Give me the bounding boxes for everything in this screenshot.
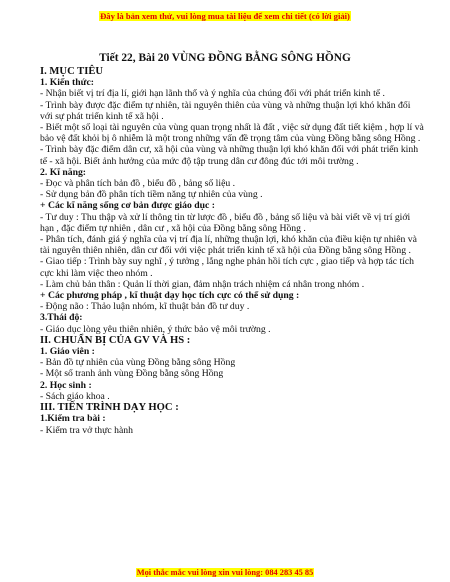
section-heading: + Các phương pháp , kĩ thuật dạy học tích cực có thể sử dụng : xyxy=(40,290,300,302)
body-line: - Kiểm tra vở thực hành xyxy=(40,424,133,436)
lesson-title: Tiết 22, Bài 20 VÙNG ĐỒNG BẰNG SÔNG HỒNG xyxy=(99,52,351,64)
section-heading: 2. Học sinh : xyxy=(40,379,92,391)
lesson-body xyxy=(40,66,425,436)
section-heading: 1. Kiến thức: xyxy=(40,77,94,89)
body-line: - Sử dụng bản đồ phân tích tiềm năng tự nhiên của vùng . xyxy=(40,189,263,201)
body-line: - Trình bày đặc điểm dân cư, xã hội của vùng và những thuận lợi khó khăn đối với phát triển kinh tế - xã hội. Biết ảnh hưởng của mức độ tập trung dân cư đông đúc tới môi trường . xyxy=(40,144,419,167)
section-heading: + Các kĩ năng sống cơ bản được giáo dục : xyxy=(40,200,215,212)
section-heading: 1. Giáo viên : xyxy=(40,346,95,358)
body-line: - Giao tiếp : Trình bày suy nghĩ , ý tưởng , lắng nghe phản hồi tích cực , giao tiếp và hợp tác tích cực khi làm việc theo nhóm . xyxy=(40,256,415,279)
body-line: - Động não : Thảo luận nhóm, kĩ thuật bản đồ tư duy . xyxy=(40,301,250,313)
body-line: - Tư duy : Thu thập và xử lí thông tin từ lược đồ , biểu đồ , bảng số liệu và bài viết về vị trí giới hạn , đặc điểm tự nhiên , dân cư , xã hội của Đồng bằng sông Hồng . xyxy=(40,211,411,234)
section-heading: 2. Kĩ năng: xyxy=(40,166,87,178)
contact-notice-text: Mọi thắc mắc vui lòng xin vui lòng: 084 283 45 85 xyxy=(136,568,314,577)
body-line: - Một số tranh ảnh vùng Đồng bằng sông Hồng xyxy=(40,368,224,380)
body-line: - Biết một số loại tài nguyên của vùng quan trọng nhất là đất , việc sử dụng đất tiết kiệm , hợp lí và bảo vệ đất khỏi bị ô nhiễm là một trong những vấn đề trọng tâm của vùng Đồng bằng sông Hồng . xyxy=(40,122,424,145)
body-line: - Nhận biết vị trí địa lí, giới hạn lãnh thổ và ý nghĩa của chúng đối với phát triển kinh tế . xyxy=(40,88,385,100)
contact-notice-banner xyxy=(0,562,450,580)
body-line: - Đọc và phân tích bản đồ , biểu đồ , bảng số liệu . xyxy=(40,178,236,190)
section-heading: III. TIẾN TRÌNH DẠY HỌC : xyxy=(40,402,179,414)
preview-notice-banner xyxy=(0,6,450,24)
section-heading: I. MỤC TIÊU xyxy=(40,66,104,77)
body-line: - Bản đồ tự nhiên của vùng Đồng bằng sông Hồng xyxy=(40,357,236,369)
body-line: - Phân tích, đánh giá ý nghĩa của vị trí địa lí, những thuận lợi, khó khăn của điều kiện tự nhiên và tài nguyên thiên nhiên, dân cư đối với việc phát triển kinh tế xã hội của Đồng bằng sông Hồng . xyxy=(40,234,417,257)
section-heading: 3.Thái độ: xyxy=(40,312,83,324)
section-heading: 1.Kiểm tra bài : xyxy=(40,413,106,425)
preview-notice-text: Đây là bản xem thử, vui lòng mua tài liệu để xem chi tiết (có lời giải) xyxy=(100,11,350,21)
body-line: - Sách giáo khoa . xyxy=(40,390,110,402)
body-line: - Giáo dục lòng yêu thiên nhiên, ý thức bảo vệ môi trường . xyxy=(40,323,271,335)
section-heading: II. CHUẨN BỊ CỦA GV VÀ HS : xyxy=(40,334,191,346)
body-line: - Làm chủ bản thân : Quản lí thời gian, đảm nhận trách nhiệm cá nhân trong nhóm . xyxy=(40,278,365,290)
body-line: - Trình bày được đặc điểm tự nhiên, tài nguyên thiên của vùng và những thuận lợi khó khăn đối với sự phát triển kinh tế xã hội . xyxy=(40,99,411,122)
